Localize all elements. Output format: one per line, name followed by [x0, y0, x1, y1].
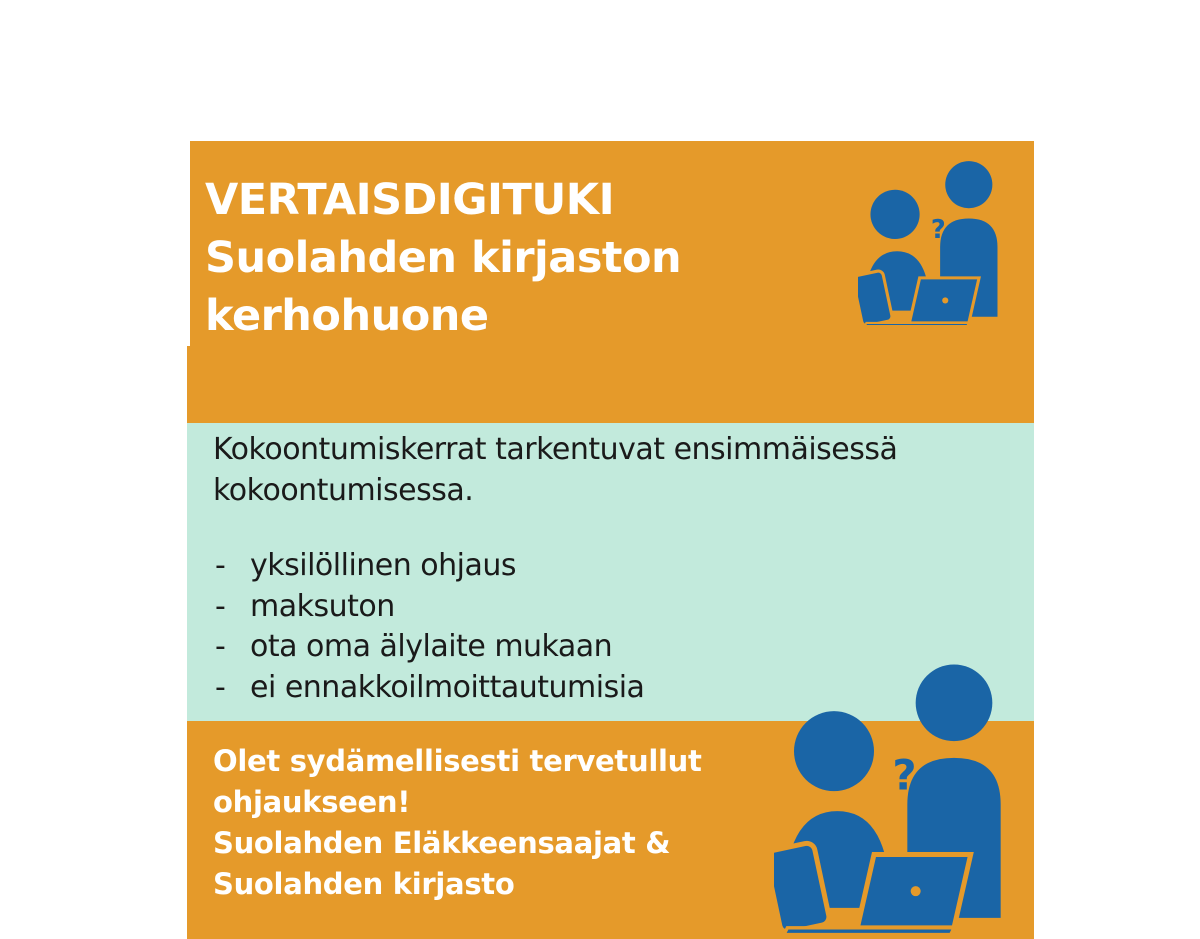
title-line: Suolahden kirjaston [205, 233, 682, 283]
feature-list [213, 546, 644, 708]
closing-line: Suolahden kirjasto [213, 867, 515, 901]
header-edge-divider [187, 141, 190, 346]
svg-text:?: ? [892, 750, 917, 800]
poster-title [205, 171, 681, 345]
intro-text: Kokoontumiskerrat tarkentuvat ensimmäisessä kokoontumisessa. [213, 432, 898, 508]
title-line: VERTAISDIGITUKI [205, 175, 615, 225]
svg-text:?: ? [930, 214, 946, 245]
closing-line: Suolahden Eläkkeensaajat & [213, 826, 671, 860]
closing-line: ohjaukseen! [213, 785, 411, 819]
closing-message [213, 741, 702, 905]
poster [187, 141, 1034, 939]
list-item: - ei ennakkoilmoittautumisia [213, 668, 644, 709]
closing-line: Olet sydämellisesti tervetullut [213, 744, 702, 778]
header-band [187, 141, 1034, 423]
list-item: - maksuton [213, 587, 644, 628]
people-with-devices-question-icon [858, 157, 1012, 325]
list-item: - yksilöllinen ohjaus [213, 546, 644, 587]
people-with-devices-question-icon [774, 653, 1024, 936]
list-item: - ota oma älylaite mukaan [213, 627, 644, 668]
title-line: kerhohuone [205, 291, 489, 341]
